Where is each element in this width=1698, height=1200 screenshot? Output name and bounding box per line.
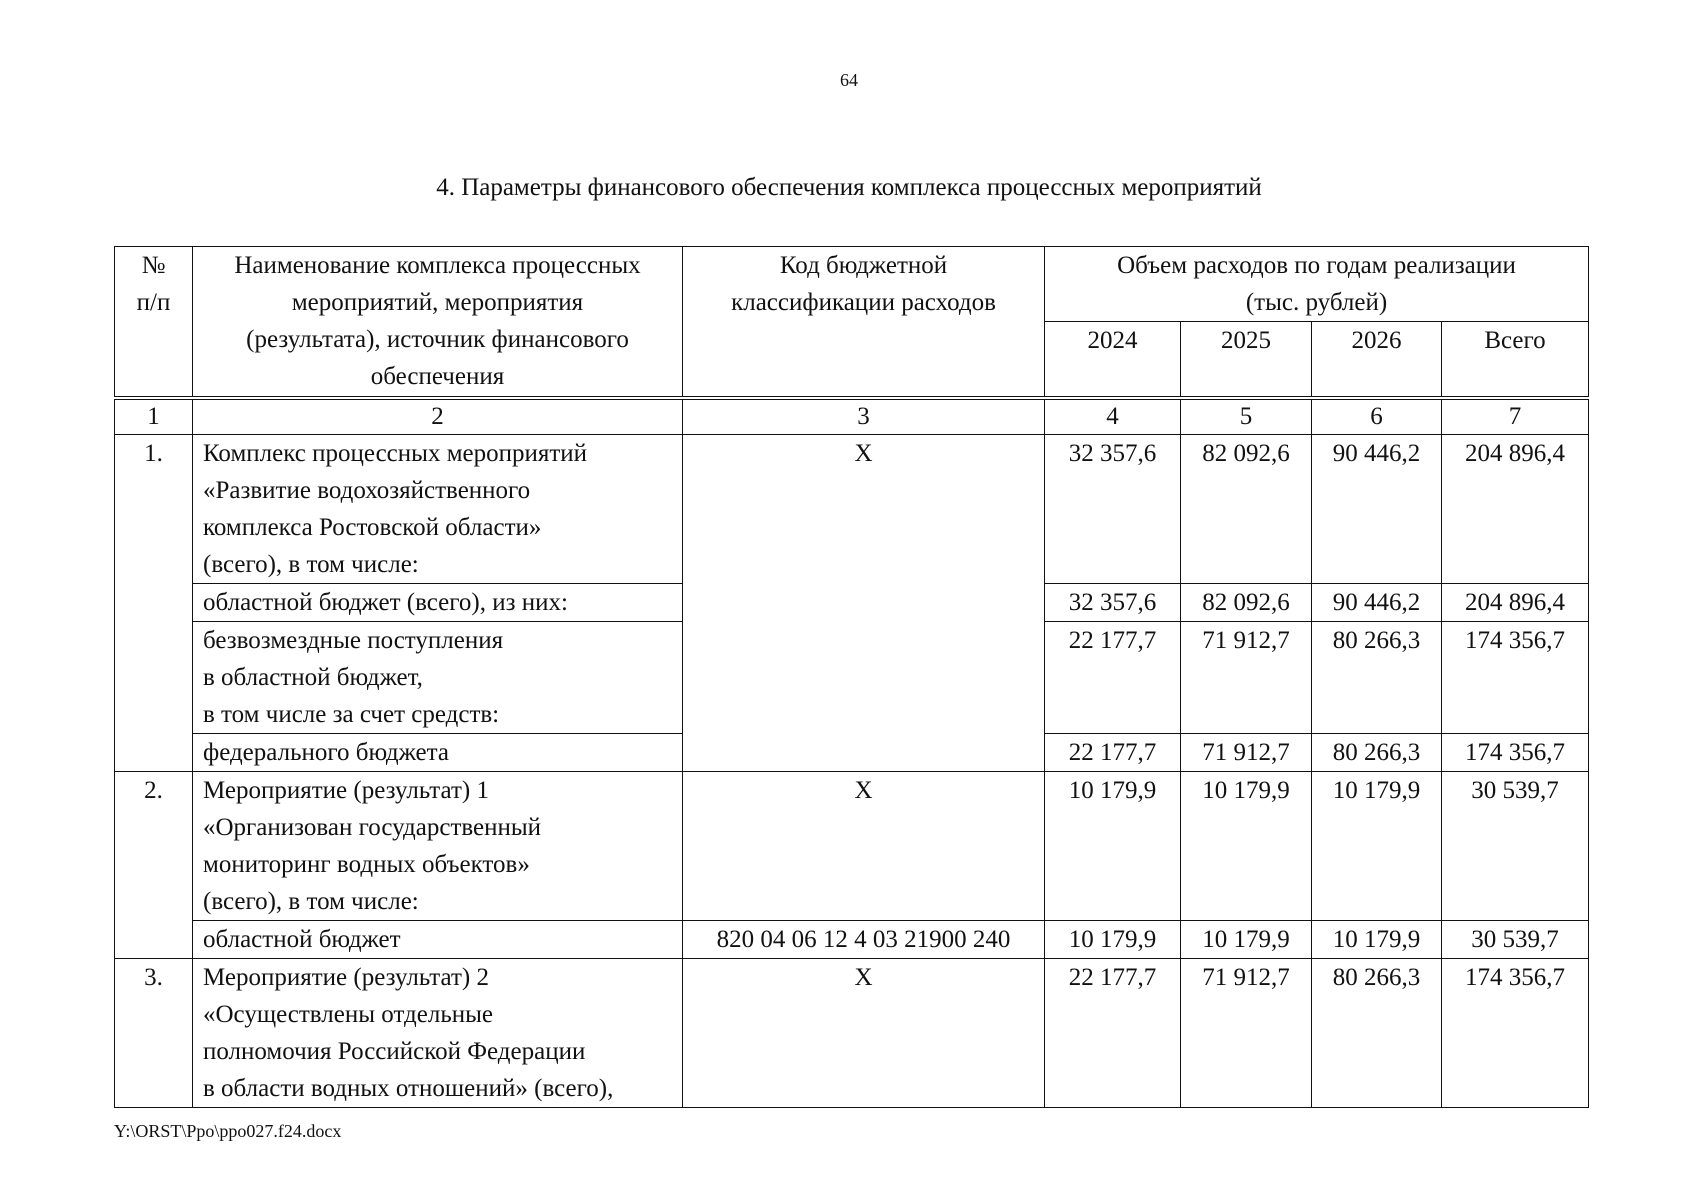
column-number: 4 <box>1045 398 1181 435</box>
row-budget-code: Х <box>683 959 1045 1108</box>
value-2026: 80 266,3 <box>1312 622 1442 734</box>
row-budget-code: Х <box>683 435 1045 772</box>
value-2025: 71 912,7 <box>1181 734 1312 772</box>
value-2025: 71 912,7 <box>1181 959 1312 1108</box>
value-2024: 22 177,7 <box>1045 622 1181 734</box>
page-number: 64 <box>840 70 858 90</box>
table-header-row <box>115 247 1589 322</box>
value-total: 204 896,4 <box>1442 435 1589 584</box>
page-title: 4. Параметры финансового обеспечения комплекса процессных мероприятий <box>436 174 1262 201</box>
value-2025: 10 179,9 <box>1181 921 1312 959</box>
table-row <box>115 772 1589 921</box>
financing-table-wrapper <box>114 246 1588 1108</box>
value-2024: 10 179,9 <box>1045 921 1181 959</box>
table-row <box>115 959 1589 1108</box>
column-number: 2 <box>193 398 683 435</box>
row-budget-code: 820 04 06 12 4 03 21900 240 <box>683 921 1045 959</box>
column-number: 3 <box>683 398 1045 435</box>
row-budget-code: Х <box>683 772 1045 921</box>
header-number: № п/п <box>115 247 193 399</box>
value-2024: 22 177,7 <box>1045 959 1181 1108</box>
value-total: 174 356,7 <box>1442 734 1589 772</box>
value-2026: 10 179,9 <box>1312 772 1442 921</box>
column-number: 7 <box>1442 398 1589 435</box>
value-2024: 10 179,9 <box>1045 772 1181 921</box>
value-total: 174 356,7 <box>1442 622 1589 734</box>
row-number: 1. <box>115 435 193 772</box>
value-total: 204 896,4 <box>1442 584 1589 622</box>
header-year-2025: 2025 <box>1181 322 1312 399</box>
row-name: Комплекс процессных мероприятий «Развитие водохозяйственного комплекса Ростовской области» (всего), в том числе: <box>193 435 683 584</box>
value-2024: 32 357,6 <box>1045 584 1181 622</box>
value-2026: 90 446,2 <box>1312 435 1442 584</box>
header-year-2026: 2026 <box>1312 322 1442 399</box>
value-2025: 71 912,7 <box>1181 622 1312 734</box>
value-2025: 82 092,6 <box>1181 584 1312 622</box>
row-number: 3. <box>115 959 193 1108</box>
value-total: 30 539,7 <box>1442 772 1589 921</box>
financing-table <box>114 246 1589 1108</box>
header-year-2024: 2024 <box>1045 322 1181 399</box>
header-total: Всего <box>1442 322 1589 399</box>
header-budget-code: Код бюджетной классификации расходов <box>683 247 1045 399</box>
column-number: 6 <box>1312 398 1442 435</box>
row-name: областной бюджет <box>193 921 683 959</box>
value-2026: 10 179,9 <box>1312 921 1442 959</box>
header-name: Наименование комплекса процессных мероприятий, мероприятия (результата), источник финансового обеспечения <box>193 247 683 399</box>
column-numbers-row <box>115 398 1589 435</box>
row-name: областной бюджет (всего), из них: <box>193 584 683 622</box>
column-number: 1 <box>115 398 193 435</box>
value-2026: 80 266,3 <box>1312 734 1442 772</box>
table-row <box>115 921 1589 959</box>
value-2026: 90 446,2 <box>1312 584 1442 622</box>
header-volume: Объем расходов по годам реализации (тыс. рублей) <box>1045 247 1589 322</box>
value-total: 30 539,7 <box>1442 921 1589 959</box>
row-name: федерального бюджета <box>193 734 683 772</box>
row-name: безвозмездные поступления в областной бюджет, в том числе за счет средств: <box>193 622 683 734</box>
row-number: 2. <box>115 772 193 959</box>
value-2024: 22 177,7 <box>1045 734 1181 772</box>
value-2025: 10 179,9 <box>1181 772 1312 921</box>
row-name: Мероприятие (результат) 1 «Организован государственный мониторинг водных объектов» (всего), в том числе: <box>193 772 683 921</box>
column-number: 5 <box>1181 398 1312 435</box>
value-total: 174 356,7 <box>1442 959 1589 1108</box>
value-2024: 32 357,6 <box>1045 435 1181 584</box>
file-path-footer: Y:\ORST\Ppo\ppo027.f24.docx <box>114 1121 342 1141</box>
value-2025: 82 092,6 <box>1181 435 1312 584</box>
table-row <box>115 435 1589 584</box>
value-2026: 80 266,3 <box>1312 959 1442 1108</box>
row-name: Мероприятие (результат) 2 «Осуществлены отдельные полномочия Российской Федерации в области водных отношений» (всего), <box>193 959 683 1108</box>
